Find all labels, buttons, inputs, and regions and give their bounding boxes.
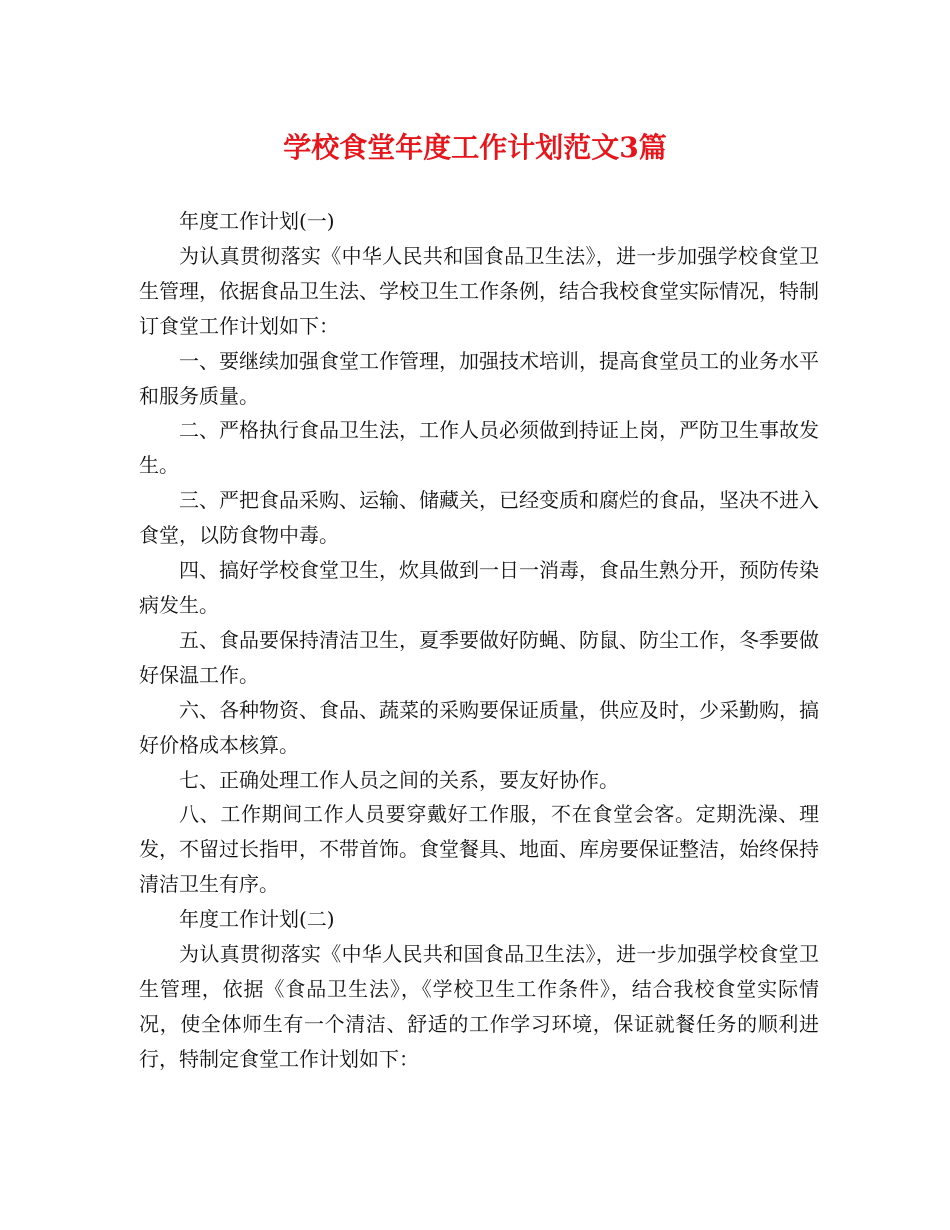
plan-item: 二、严格执行食品卫生法，工作人员必须做到持证上岗，严防卫生事故发生。: [139, 418, 819, 478]
plan-item: 三、严把食品采购、运输、储藏关，已经变质和腐烂的食品，坚决不进入食堂，以防食物中毒。: [139, 488, 819, 548]
section-heading: 年度工作计划(一): [179, 209, 335, 233]
intro-paragraph: 为认真贯彻落实《中华人民共和国食品卫生法》，进一步加强学校食堂卫生管理，依据食品卫生法、学校卫生工作条例，结合我校食堂实际情况，特制订食堂工作计划如下：: [139, 243, 819, 338]
plan-item: 八、工作期间工作人员要穿戴好工作服，不在食堂会客。定期洗澡、理发，不留过长指甲，不带首饰。食堂餐具、地面、库房要保证整洁，始终保持清洁卫生有序。: [139, 802, 819, 897]
plan-item: 一、要继续加强食堂工作管理，加强技术培训，提高食堂员工的业务水平和服务质量。: [139, 348, 819, 408]
plan-item: 五、食品要保持清洁卫生，夏季要做好防蝇、防鼠、防尘工作，冬季要做好保温工作。: [139, 627, 819, 687]
document-body: [139, 204, 819, 1077]
section-heading: 年度工作计划(二): [179, 907, 335, 932]
document-title: 学校食堂年度工作计划范文3篇: [283, 131, 667, 164]
intro-paragraph: 为认真贯彻落实《中华人民共和国食品卫生法》，进一步加强学校食堂卫生管理，依据《食品卫生法》，《学校卫生工作条件》，结合我校食堂实际情况，使全体师生有一个清洁、舒适的工作学习环境，保证就餐任务的顺利进行，特制定食堂工作计划如下：: [139, 942, 819, 1071]
plan-item: 四、搞好学校食堂卫生，炊具做到一日一消毒，食品生熟分开，预防传染病发生。: [139, 558, 819, 617]
plan-item: 六、各种物资、食品、蔬菜的采购要保证质量，供应及时，少采勤购，搞好价格成本核算。: [139, 697, 819, 757]
plan-item: 七、正确处理工作人员之间的关系，要友好协作。: [179, 767, 619, 792]
